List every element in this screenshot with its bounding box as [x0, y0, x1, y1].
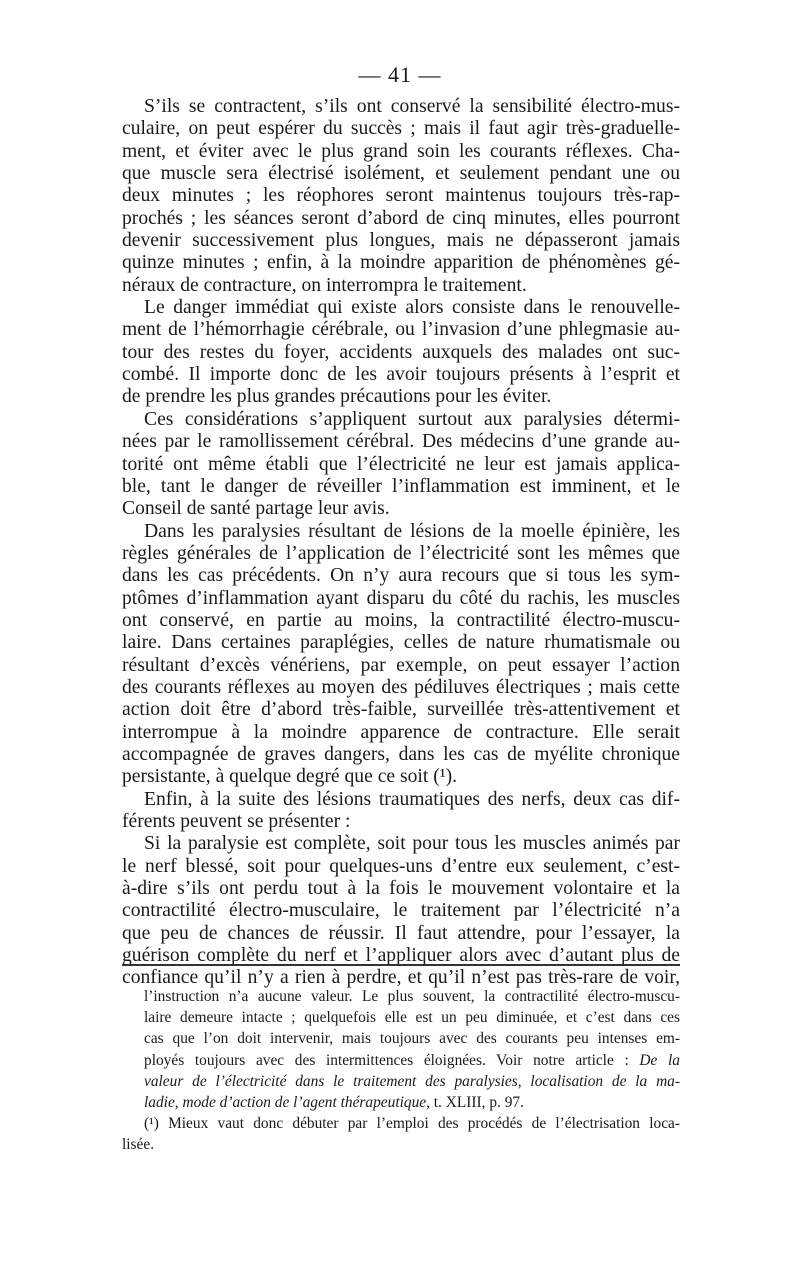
note-italic: valeur de l’électricité dans le traitement des paralysies, localisation de la ma-: [144, 1072, 680, 1090]
text-line: à-dire s’ils ont perdu tout à la fois le mouvement volontaire et la: [122, 878, 680, 900]
text-line: culaire, on peut espérer du succès ; mais il faut agir très-graduelle-: [122, 118, 680, 140]
text-line: néraux de contracture, on interrompra le traitement.: [122, 274, 527, 296]
text-line: laire. Dans certaines paraplégies, celles de nature rhumatismale ou: [122, 632, 680, 654]
text-line: confiance qu’il n’y a rien à perdre, et qu’il n’est pas très-rare de voir,: [122, 967, 680, 989]
text-line: ment de l’hémorrhagie cérébrale, ou l’invasion d’une phlegmasie au-: [122, 319, 680, 341]
text-line: contractilité électro-musculaire, le traitement par l’électricité n’a: [122, 900, 680, 922]
text-line: Dans les paralysies résultant de lésions de la moelle épinière, les: [144, 520, 680, 542]
text-line: Conseil de santé partage leur avis.: [122, 498, 390, 520]
footnote-separator: [122, 964, 680, 966]
text-line: interrompue à la moindre apparence de contracture. Elle serait: [122, 721, 680, 743]
text-line: combé. Il importe donc de les avoir toujours présents à l’esprit et: [122, 364, 680, 386]
text-line: deux minutes ; les réophores seront maintenus toujours très-rap-: [122, 185, 680, 207]
text-line: résultant d’excès vénériens, par exemple, on peut essayer l’action: [122, 654, 680, 676]
footnote-1: [144, 1113, 680, 1134]
text-line: action doit être d’abord très-faible, surveillée très-attentivement et: [122, 699, 680, 721]
text-line: le nerf blessé, soit pour quelques-uns d’entre eux seulement, c’est-: [122, 855, 680, 877]
text-line: ont conservé, en partie au moins, la contractilité électro-muscu-: [122, 609, 680, 631]
note-line: laire demeure intacte ; quelquefois elle est un peu diminuée, et c’est dans ces: [144, 1009, 680, 1027]
text-line: de prendre les plus grandes précautions pour les éviter.: [122, 386, 552, 408]
note-text: t. XLIII, p. 97.: [429, 1093, 524, 1111]
note-line: [144, 1050, 680, 1071]
note-line: [144, 1071, 680, 1092]
text-line: que muscle sera électrisé isolément, et seulement pendant une ou: [122, 163, 680, 185]
main-text: [122, 96, 680, 990]
text-line: Si la paralysie est complète, soit pour tous les muscles animés par: [144, 833, 680, 855]
footnotes: [122, 986, 680, 1156]
text-line: que peu de chances de réussir. Il faut attendre, pour l’essayer, la: [122, 922, 680, 944]
text-line: nées par le ramollissement cérébral. Des médecins d’une grande au-: [122, 431, 680, 453]
note-line: cas que l’on doit intervenir, mais toujours avec des courants peu intenses em-: [144, 1030, 680, 1048]
text-line: règles générales de l’application de l’électricité sont les mêmes que: [122, 542, 680, 564]
text-line: ptômes d’inflammation ayant disparu du côté du rachis, les muscles: [122, 587, 680, 609]
text-line: accompagnée de graves dangers, dans les cas de myélite chronique: [122, 743, 680, 765]
footnote-text: Mieux vaut donc débuter par l’emploi des procédés de l’électrisation loca-: [158, 1115, 680, 1133]
note-text: ployés toujours avec des intermittences éloignées. Voir notre article :: [144, 1051, 629, 1069]
text-line: des courants réflexes au moyen des pédiluves électriques ; mais cette: [122, 676, 680, 698]
text-line: férents peuvent se présenter :: [122, 811, 351, 832]
text-line: Ces considérations s’appliquent surtout aux paralysies détermi-: [144, 408, 680, 430]
text-line: tour des restes du foyer, accidents auxquels des malades ont suc-: [122, 341, 680, 363]
footnote-1-cont: lisée.: [122, 1136, 155, 1154]
text-line: dans les cas précédents. On n’y aura recours que si tous les sym-: [122, 565, 680, 587]
text-line: persistante, à quelque degré que ce soit (¹).: [122, 766, 458, 788]
text-line: ment, et éviter avec le plus grand soin les courants réflexes. Cha-: [122, 140, 680, 162]
text-line: prochés ; les séances seront d’abord de cinq minutes, elles pourront: [122, 207, 680, 229]
text-line: S’ils se contractent, s’ils ont conservé la sensibilité électro-mus-: [144, 96, 680, 117]
text-line: Le danger immédiat qui existe alors consiste dans le renouvelle-: [144, 297, 680, 319]
footnote-marker: (¹): [144, 1115, 159, 1133]
text-line: quinze minutes ; enfin, à la moindre apparition de phénomènes gé-: [122, 252, 680, 274]
note-line: l’instruction n’a aucune valeur. Le plus souvent, la contractilité électro-muscu-: [144, 988, 680, 1005]
text-line: ble, tant le danger de réveiller l’inflammation est imminent, et le: [122, 475, 680, 497]
note-italic: ladie, mode d’action de l’agent thérapeutique,: [144, 1093, 430, 1111]
text-line: Enfin, à la suite des lésions traumatiques des nerfs, deux cas dif-: [144, 788, 680, 810]
page-number: — 41 —: [358, 62, 442, 87]
note-italic: De la: [639, 1051, 680, 1069]
note-line: [144, 1092, 680, 1113]
text-line: devenir successivement plus longues, mais ne dépasseront jamais: [122, 230, 680, 252]
text-line: guérison complète du nerf et l’appliquer alors avec d’autant plus de: [122, 945, 680, 967]
text-line: torité ont même établi que l’électricité ne leur est jamais applica-: [122, 453, 680, 475]
